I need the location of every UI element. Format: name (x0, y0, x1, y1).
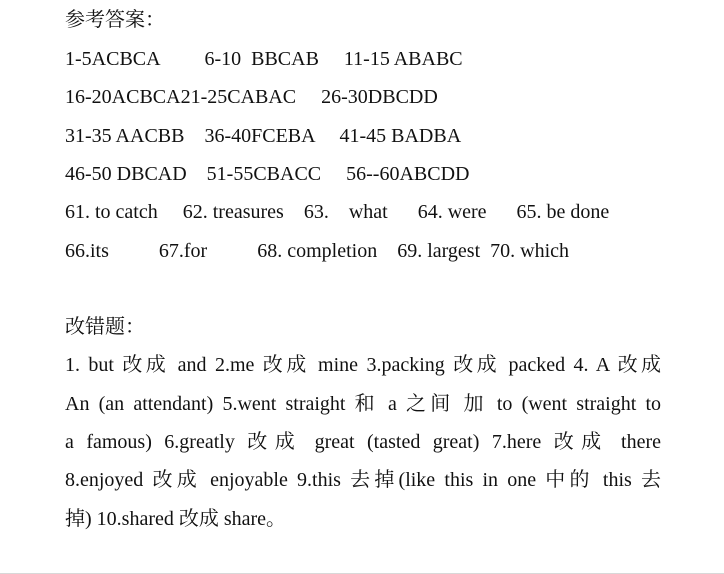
answer-row: 46-50 DBCAD 51-55CBACC 56--60ABCDD (65, 163, 470, 185)
error-correction-heading: 改错题： (65, 316, 145, 338)
answer-row: 66.its 67.for 68. completion 69. largest 70. which (65, 240, 570, 262)
answer-row: 16-20ACBCA21-25CABAC 26-30DBCDD (65, 86, 438, 108)
answer-row: 1-5ACBCA 6-10 BBCAB 11-15 ABABC (65, 48, 463, 70)
answer-row: 31-35 AACBB 36-40FCEBA 41-45 BADBA (65, 125, 462, 147)
error-correction-line: An (an attendant) 5.went straight 和 a 之间 加 to (went straight to (65, 393, 661, 415)
error-correction-line: 8.enjoyed 改成 enjoyable 9.this 去掉(like this in one 中的 this 去 (65, 469, 661, 491)
error-correction-line: 1. but 改成 and 2.me 改成 mine 3.packing 改成 packed 4. A 改成 (65, 354, 661, 376)
answer-key-heading: 参考答案： (65, 9, 165, 31)
error-correction-line: 掉) 10.shared 改成 share。 (65, 508, 287, 530)
answer-row: 61. to catch 62. treasures 63. what 64. were 65. be done (65, 201, 610, 223)
error-correction-line: a famous) 6.greatly 改成 great (tasted great) 7.here 改成 there (65, 431, 661, 453)
